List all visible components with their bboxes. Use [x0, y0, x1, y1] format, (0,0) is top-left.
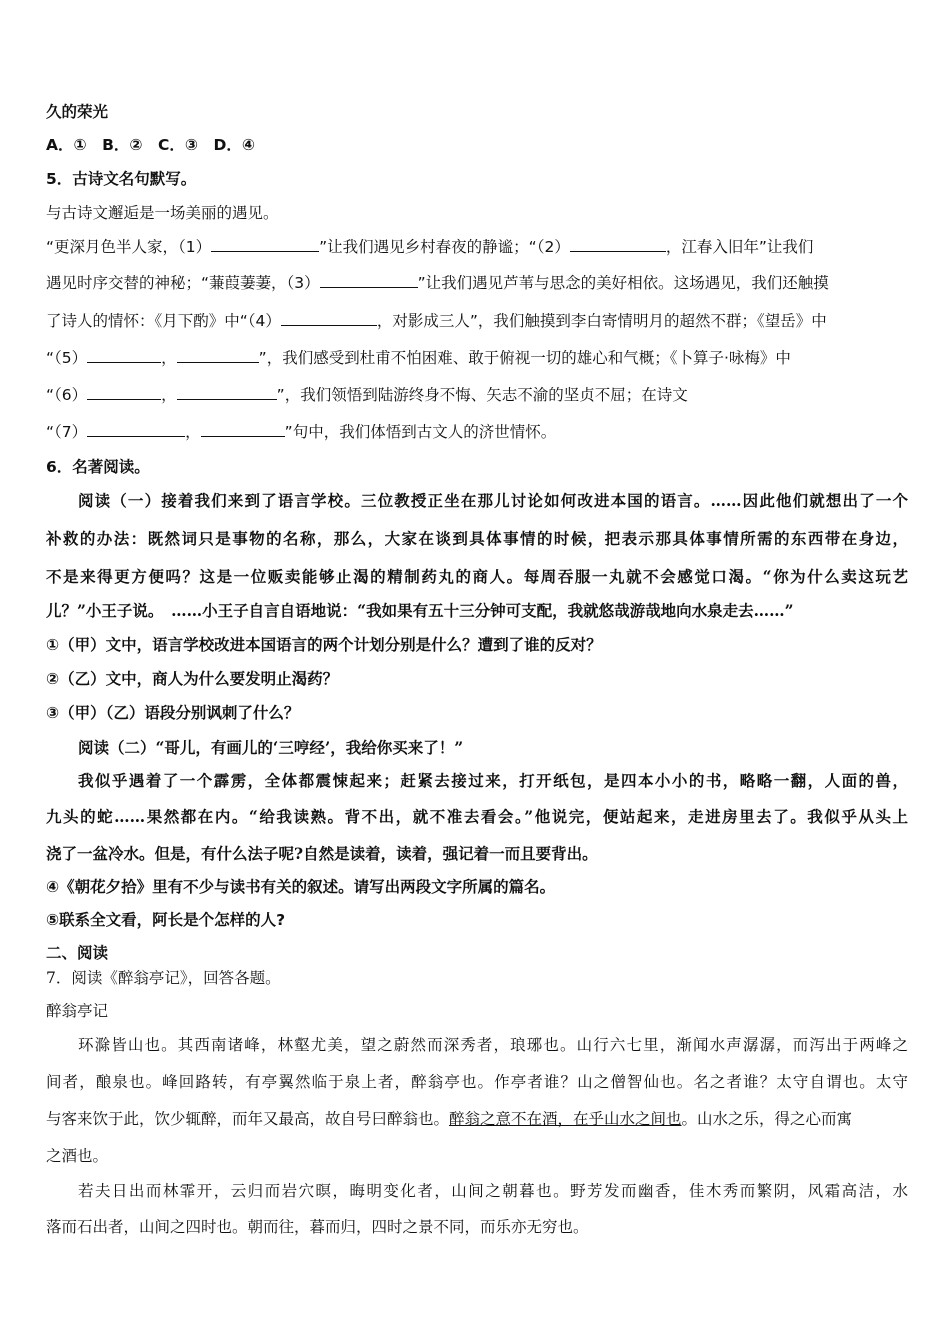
text-segment: “更深月色半人家，（1）: [46, 238, 212, 256]
essay-p1-line-3: [46, 1108, 908, 1130]
answer-blank-7b[interactable]: [201, 421, 285, 437]
text-segment: ，对影成三人”，我们触摸到李白寄情明月的超然不群；《望岳》中: [376, 312, 827, 330]
read1-line-2: 补救的办法：既然词只是事物的名称，那么，大家在谈到具体事情的时候，把表示那具体事情所需的东西带在身边，: [46, 529, 908, 548]
essay-p1-line-2: 间者，酿泉也。峰回路转，有亭翼然临于泉上者，醉翁亭也。作亭者谁？山之僧智仙也。名之者谁？太守自谓也。太守: [46, 1073, 908, 1091]
essay-p1-line-4: 之酒也。: [46, 1147, 109, 1165]
q5-line-6: [46, 421, 908, 443]
text-segment: “（6）: [46, 386, 88, 404]
text-segment: “（5）: [46, 349, 88, 367]
read1-line-4: 儿？”小王子说。 ……小王子自言自语地说：“我如果有五十三分钟可支配，我就悠哉游哉地向水泉走去……”: [46, 601, 794, 620]
underlined-sentence: 醉翁之意不在酒，在乎山水之间也: [449, 1110, 682, 1128]
read2-line-4: 浇了一盆冷水。但是，有什么法子呢?自然是读着，读着，强记着一而且要背出。: [46, 844, 598, 863]
q4-tail-line: 久的荣光: [46, 103, 109, 121]
read1-line-3: 不是来得更方便吗？这是一位贩卖能够止渴的精制药丸的商人。每周吞服一丸就不会感觉口渴。“你为什么卖这玩艺: [46, 567, 908, 586]
q5-line-3: [46, 310, 908, 332]
answer-blank-1[interactable]: [211, 236, 319, 252]
q5-title: 5．古诗文名句默写。: [46, 170, 197, 188]
read2-line-2: 我似乎遇着了一个霹雳，全体都震悚起来；赶紧去接过来，打开纸包，是四本小小的书，略略一翻，人面的兽，: [78, 771, 908, 790]
q6-question-1: ①（甲）文中，语言学校改进本国语言的两个计划分别是什么？遭到了谁的反对？: [46, 636, 602, 654]
section-heading: 二、阅读: [46, 944, 109, 962]
read1-line-1: 阅读（一）接着我们来到了语言学校。三位教授正坐在那儿讨论如何改进本国的语言。……因此他们就想出了一个: [78, 491, 908, 510]
text-segment: 。山水之乐，得之心而寓: [681, 1110, 853, 1128]
text-segment: ，: [161, 349, 177, 367]
read2-line-1: 阅读（二）“哥儿，有画儿的‘三哼经’，我给你买来了！”: [78, 738, 464, 757]
text-segment: 与客来饮于此，饮少辄醉，而年又最高，故自号曰醉翁也。: [46, 1110, 450, 1128]
text-segment: ”，我们领悟到陆游终身不悔、矢志不渝的坚贞不屈；在诗文: [276, 386, 688, 404]
q6-title: 6．名著阅读。: [46, 458, 150, 476]
essay-title: 醉翁亭记: [46, 1002, 109, 1020]
text-segment: ，江春入旧年”让我们: [665, 238, 814, 256]
text-segment: ”让我们遇见芦苇与思念的美好相依。这场遇见，我们还触摸: [417, 274, 829, 292]
q6-question-2: ②（乙）文中，商人为什么要发明止渴药？: [46, 670, 339, 688]
q5-intro: 与古诗文邂逅是一场美丽的遇见。: [46, 204, 279, 222]
q5-line-5: [46, 384, 908, 406]
q5-line-2: [46, 272, 908, 294]
answer-blank-2[interactable]: [570, 236, 666, 252]
answer-blank-7a[interactable]: [87, 421, 185, 437]
answer-blank-5b[interactable]: [177, 347, 259, 363]
q6-question-4: ④《朝花夕拾》里有不少与读书有关的叙述。请写出两段文字所属的篇名。: [46, 878, 556, 896]
q6-question-5: ⑤联系全文看，阿长是个怎样的人?: [46, 911, 286, 929]
q7-title: 7．阅读《醉翁亭记》，回答各题。: [46, 969, 281, 987]
text-segment: ，: [161, 386, 177, 404]
answer-blank-6a[interactable]: [87, 384, 161, 400]
text-segment: ”，我们感受到杜甫不怕困难、敢于俯视一切的雄心和气概；《卜算子·咏梅》中: [258, 349, 791, 367]
text-segment: ”句中，我们体悟到古文人的济世情怀。: [284, 423, 557, 441]
essay-p2-line-1: 若夫日出而林霏开，云归而岩穴暝，晦明变化者，山间之朝暮也。野芳发而幽香，佳木秀而繁阴，风霜高洁，水: [78, 1182, 908, 1200]
text-segment: ”让我们遇见乡村春夜的静谧；“（2）: [319, 238, 570, 256]
read2-line-3: 九头的蛇……果然都在内。“给我读熟。背不出，就不准去看会。”他说完，便站起来，走进房里去了。我似乎从头上: [46, 807, 908, 826]
q4-options: A．① B．② C．③ D．④: [46, 136, 256, 154]
text-segment: 了诗人的情怀：《月下酌》中“（4）: [46, 312, 281, 330]
text-segment: ，: [185, 423, 201, 441]
q5-line-4: [46, 347, 908, 369]
text-segment: 遇见时序交替的神秘；“蒹葭萋萋，（3）: [46, 274, 320, 292]
answer-blank-3[interactable]: [320, 272, 418, 288]
answer-blank-6b[interactable]: [177, 384, 277, 400]
q5-line-1: [46, 236, 908, 258]
answer-blank-4[interactable]: [281, 310, 377, 326]
answer-blank-5a[interactable]: [87, 347, 161, 363]
q6-question-3: ③（甲）（乙）语段分别讽刺了什么？: [46, 704, 300, 722]
essay-p1-line-1: 环滁皆山也。其西南诸峰，林壑尤美，望之蔚然而深秀者，琅琊也。山行六七里，渐闻水声潺潺，而泻出于两峰之: [78, 1036, 908, 1054]
text-segment: “（7）: [46, 423, 88, 441]
essay-p2-line-2: 落而石出者，山间之四时也。朝而往，暮而归，四时之景不同，而乐亦无穷也。: [46, 1218, 589, 1236]
